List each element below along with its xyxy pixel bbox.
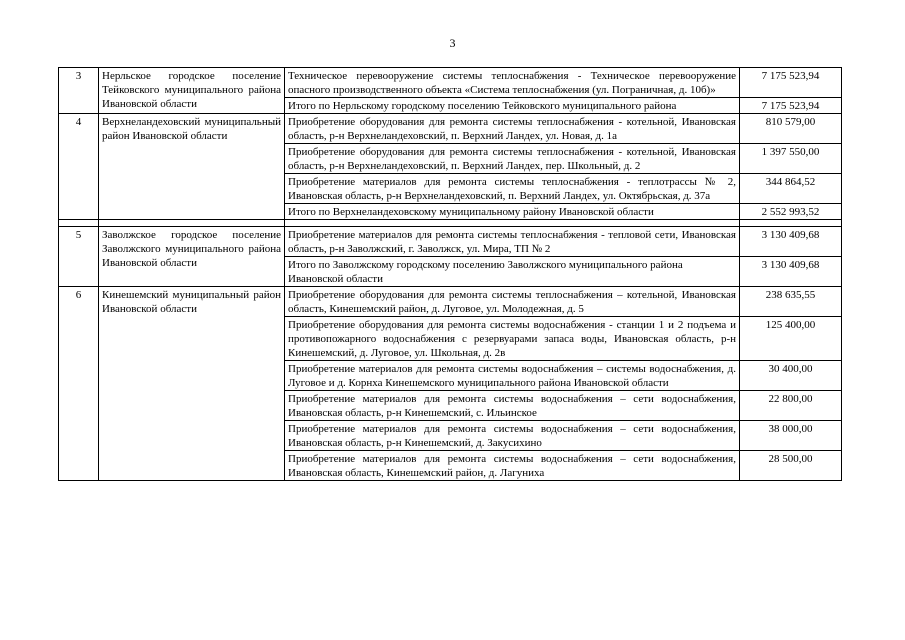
item-description: Приобретение оборудования для ремонта системы теплоснабжения - котельной, Ивановская область, р-н Верхнеландеховский, п. Верхний Ландех, пер. Школьный, д. 2 — [285, 144, 740, 174]
item-description: Приобретение материалов для ремонта системы теплоснабжения - теплотрассы № 2, Ивановская область, р-н Верхнеландеховский, п. Верхний Ландех, ул. Октябрьская, д. 37а — [285, 174, 740, 204]
item-amount: 3 130 409,68 — [740, 227, 842, 257]
item-amount: 238 635,55 — [740, 287, 842, 317]
row-number: 3 — [59, 68, 99, 114]
item-amount: 125 400,00 — [740, 317, 842, 361]
item-amount: 810 579,00 — [740, 114, 842, 144]
page-number: 3 — [449, 36, 456, 50]
total-description: Итого по Нерльскому городскому поселению Тейковского муниципального района — [285, 98, 740, 114]
table-row — [59, 68, 842, 98]
item-description: Приобретение материалов для ремонта системы водоснабжения – сети водоснабжения, Ивановская область, Кинешемский район, д. Лагуниха — [285, 451, 740, 481]
item-amount: 7 175 523,94 — [740, 68, 842, 98]
item-description: Приобретение материалов для ремонта системы теплоснабжения - тепловой сети, Ивановская область, р-н Заволжский, г. Заволжск, ул. Мира, ТП № 2 — [285, 227, 740, 257]
row-number: 6 — [59, 287, 99, 481]
table-row — [59, 287, 842, 317]
item-amount: 22 800,00 — [740, 391, 842, 421]
total-description: Итого по Заволжскому городскому поселению Заволжского муниципального района Ивановской области — [285, 257, 740, 287]
municipality-name: Заволжское городское поселение Заволжского муниципального района Ивановской области — [99, 227, 285, 287]
total-amount: 7 175 523,94 — [740, 98, 842, 114]
allocation-table — [58, 67, 842, 481]
item-description: Приобретение оборудования для ремонта системы теплоснабжения - котельной, Ивановская область, р-н Верхнеландеховский, п. Верхний Ландех, ул. Новая, д. 1а — [285, 114, 740, 144]
item-description: Приобретение оборудования для ремонта системы водоснабжения - станции 1 и 2 подъема и противопожарного водоснабжения с резервуарами запаса воды, Ивановская область, р-н Кинешемский, д. Луговое, ул. Школьная, д. 2в — [285, 317, 740, 361]
item-description: Приобретение материалов для ремонта системы водоснабжения – сети водоснабжения, Ивановская область, р-н Кинешемский, д. Закусихино — [285, 421, 740, 451]
item-amount: 38 000,00 — [740, 421, 842, 451]
municipality-name: Нерльское городское поселение Тейковского муниципального района Ивановской области — [99, 68, 285, 114]
municipality-name: Кинешемский муниципальный район Ивановской области — [99, 287, 285, 481]
row-number: 5 — [59, 227, 99, 287]
total-amount: 3 130 409,68 — [740, 257, 842, 287]
item-amount: 344 864,52 — [740, 174, 842, 204]
total-amount: 2 552 993,52 — [740, 204, 842, 220]
item-description: Приобретение материалов для ремонта системы водоснабжения – сети водоснабжения, Ивановская область, р-н Кинешемский, с. Ильинское — [285, 391, 740, 421]
table-row — [59, 227, 842, 257]
item-description: Приобретение оборудования для ремонта системы теплоснабжения – котельной, Ивановская область, Кинешемский район, д. Луговое, ул. Молодежная, д. 5 — [285, 287, 740, 317]
item-amount: 1 397 550,00 — [740, 144, 842, 174]
item-amount: 28 500,00 — [740, 451, 842, 481]
spacer-row — [59, 220, 842, 227]
total-description: Итого по Верхнеландеховскому муниципальному району Ивановской области — [285, 204, 740, 220]
item-description: Техническое перевооружение системы теплоснабжения - Техническое перевооружение опасного производственного объекта «Система теплоснабжения (ул. Пограничная, д. 10б)» — [285, 68, 740, 98]
item-description: Приобретение материалов для ремонта системы водоснабжения – системы водоснабжения, д. Луговое и д. Корнха Кинешемского муниципального района Ивановской области — [285, 361, 740, 391]
table-row — [59, 114, 842, 144]
row-number: 4 — [59, 114, 99, 220]
item-amount: 30 400,00 — [740, 361, 842, 391]
municipality-name: Верхнеландеховский муниципальный район Ивановской области — [99, 114, 285, 220]
